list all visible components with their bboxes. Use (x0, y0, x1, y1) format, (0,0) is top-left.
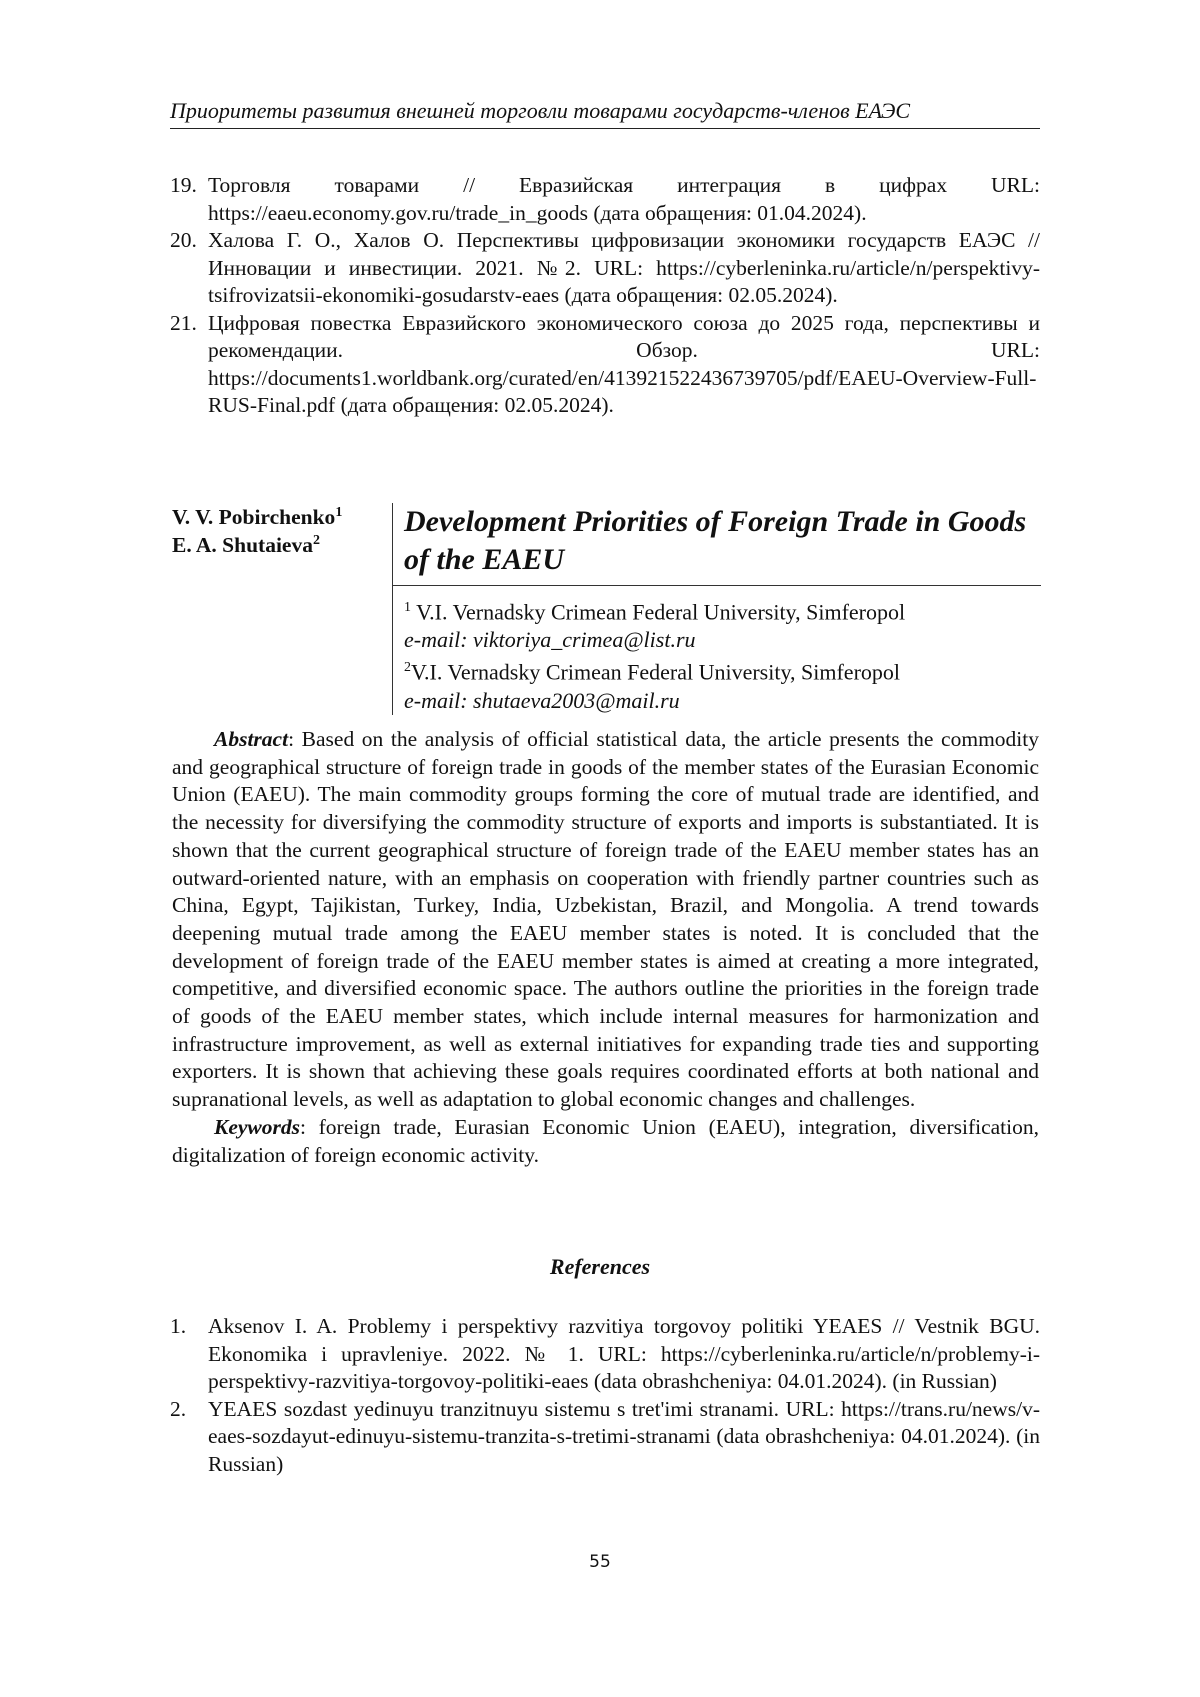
reference-number: 21. (170, 310, 197, 335)
reference-number: 20. (170, 228, 197, 252)
author-affiliation-mark: 2 (312, 532, 320, 548)
reference-item (170, 1396, 1040, 1479)
keywords-paragraph (172, 1114, 1039, 1169)
reference-text: Цифровая повестка Евразийского экономического союза до 2025 года, перспективы и рекомендации. Обзор. URL: https://documents1.worldbank.org/curated/en/413921522436739705/pdf/EAEU-Overview-Full-RUS-Final.pdf (дата обращения: 02.05.2024). (208, 310, 1040, 417)
top-reference-list (170, 172, 1040, 420)
reference-number: 19. (170, 173, 197, 197)
reference-number: 2. (170, 1396, 187, 1421)
affiliation: $^1$ V.I. Vernadsky Crimean Federal University, Simferopol (404, 599, 906, 625)
email: e-mail: shutaeva2003@mail.ru (404, 687, 680, 713)
author-list (172, 503, 342, 559)
abstract-label: Abstract (214, 727, 289, 751)
affiliation-list (393, 586, 1041, 715)
reference-item (170, 1313, 1040, 1396)
reference-number: 1. (170, 1314, 187, 1338)
article-title: Development Priorities of Foreign Trade in Goods of the EAEU (393, 503, 1041, 586)
abstract-text: : Based on the analysis of official statistical data, the article presents the commodity and geographical structure of foreign trade in goods of the member states of the Eurasian Economic Union (EAEU). The main commodity groups forming the core of mutual trade are identified, and the necessity for diversifying the commodity structure of exports and imports is substantiated. It is shown that the current geographical structure of foreign trade of the EAEU member states has an outward-oriented nature, with an emphasis on cooperation with friendly partner countries such as China, Egypt, Tajikistan, Turkey, India, Uzbekistan, Brazil, and Mongolia. A trend towards deepening mutual trade among the EAEU member states is noted. It is concluded that the development of foreign trade of the EAEU member states is aimed at creating a more integrated, competitive, and diversified economic space. The authors outline the priorities in the foreign trade of goods of the EAEU member states, which include internal measures for harmonization and infrastructure improvement, as well as external initiatives for expanding trade ties and supporting exporters. It is shown that achieving these goals requires coordinated efforts at both national and supranational levels, as well as adaptation to global economic changes and challenges. (172, 727, 1039, 1112)
email: e-mail: viktoriya_crimea@list.ru (404, 627, 696, 653)
reference-text: Торговля товарами // Евразийская интеграция в цифрах URL: https://eaeu.economy.gov.ru/trade_in_goods (дата обращения: 01.04.2024). (208, 173, 1040, 225)
reference-item (170, 310, 1040, 420)
reference-text: Халова Г. О., Халов О. Перспективы цифровизации экономики государств ЕАЭС // Инновации и инвестиции. 2021. №2. URL: https://cyberleninka.ru/article/n/perspektivy-tsifrovizatsii-ekonomiki-gosudarstv-eaes (дата обращения: 02.05.2024). (208, 228, 1040, 307)
reference-item (170, 172, 1040, 227)
affiliation: $^2$V.I. Vernadsky Crimean Federal University, Simferopol (404, 659, 901, 685)
running-header: Приоритеты развития внешней торговли товарами государств-членов ЕАЭС (170, 98, 1040, 129)
abstract-section (172, 726, 1039, 1169)
reference-text: YEAES sozdast yedinuyu tranzitnuyu sistemu s tret'imi stranami. URL: https://trans.ru/news/v-eaes-sozdayut-edinuyu-sistemu-tranzita-s-tretimi-stranami (data obrashcheniya: 04.01.2024). (in Russian) (208, 1396, 1040, 1476)
reference-text: Aksenov I. A. Problemy i perspektivy razvitiya torgovoy politiki YEAES // Vestnik BGU. Ekonomika i upravleniye. 2022. № 1. URL: https://cyberleninka.ru/article/n/problemy-i-perspektivy-razvitiya-torgovoy-politiki-eaes (data obrashcheniya: 04.01.2024). (in Russian) (208, 1314, 1040, 1393)
keywords-label: Keywords (214, 1114, 300, 1139)
reference-item (170, 227, 1040, 310)
keywords-text: : foreign trade, Eurasian Economic Union (EAEU), integration, diversification, digitalization of foreign economic activity. (172, 1114, 1039, 1167)
references-heading: References (549, 1254, 651, 1279)
author: V. V. Pobirchenko$^1$ (172, 504, 343, 529)
abstract-paragraph (172, 726, 1039, 1114)
author-affiliation-mark: 1 (335, 504, 343, 520)
bottom-reference-list (170, 1313, 1040, 1478)
title-block (392, 503, 1041, 715)
page-number: 55 (589, 1552, 611, 1572)
author: E. A. Shutaieva$^2$ (172, 532, 320, 557)
